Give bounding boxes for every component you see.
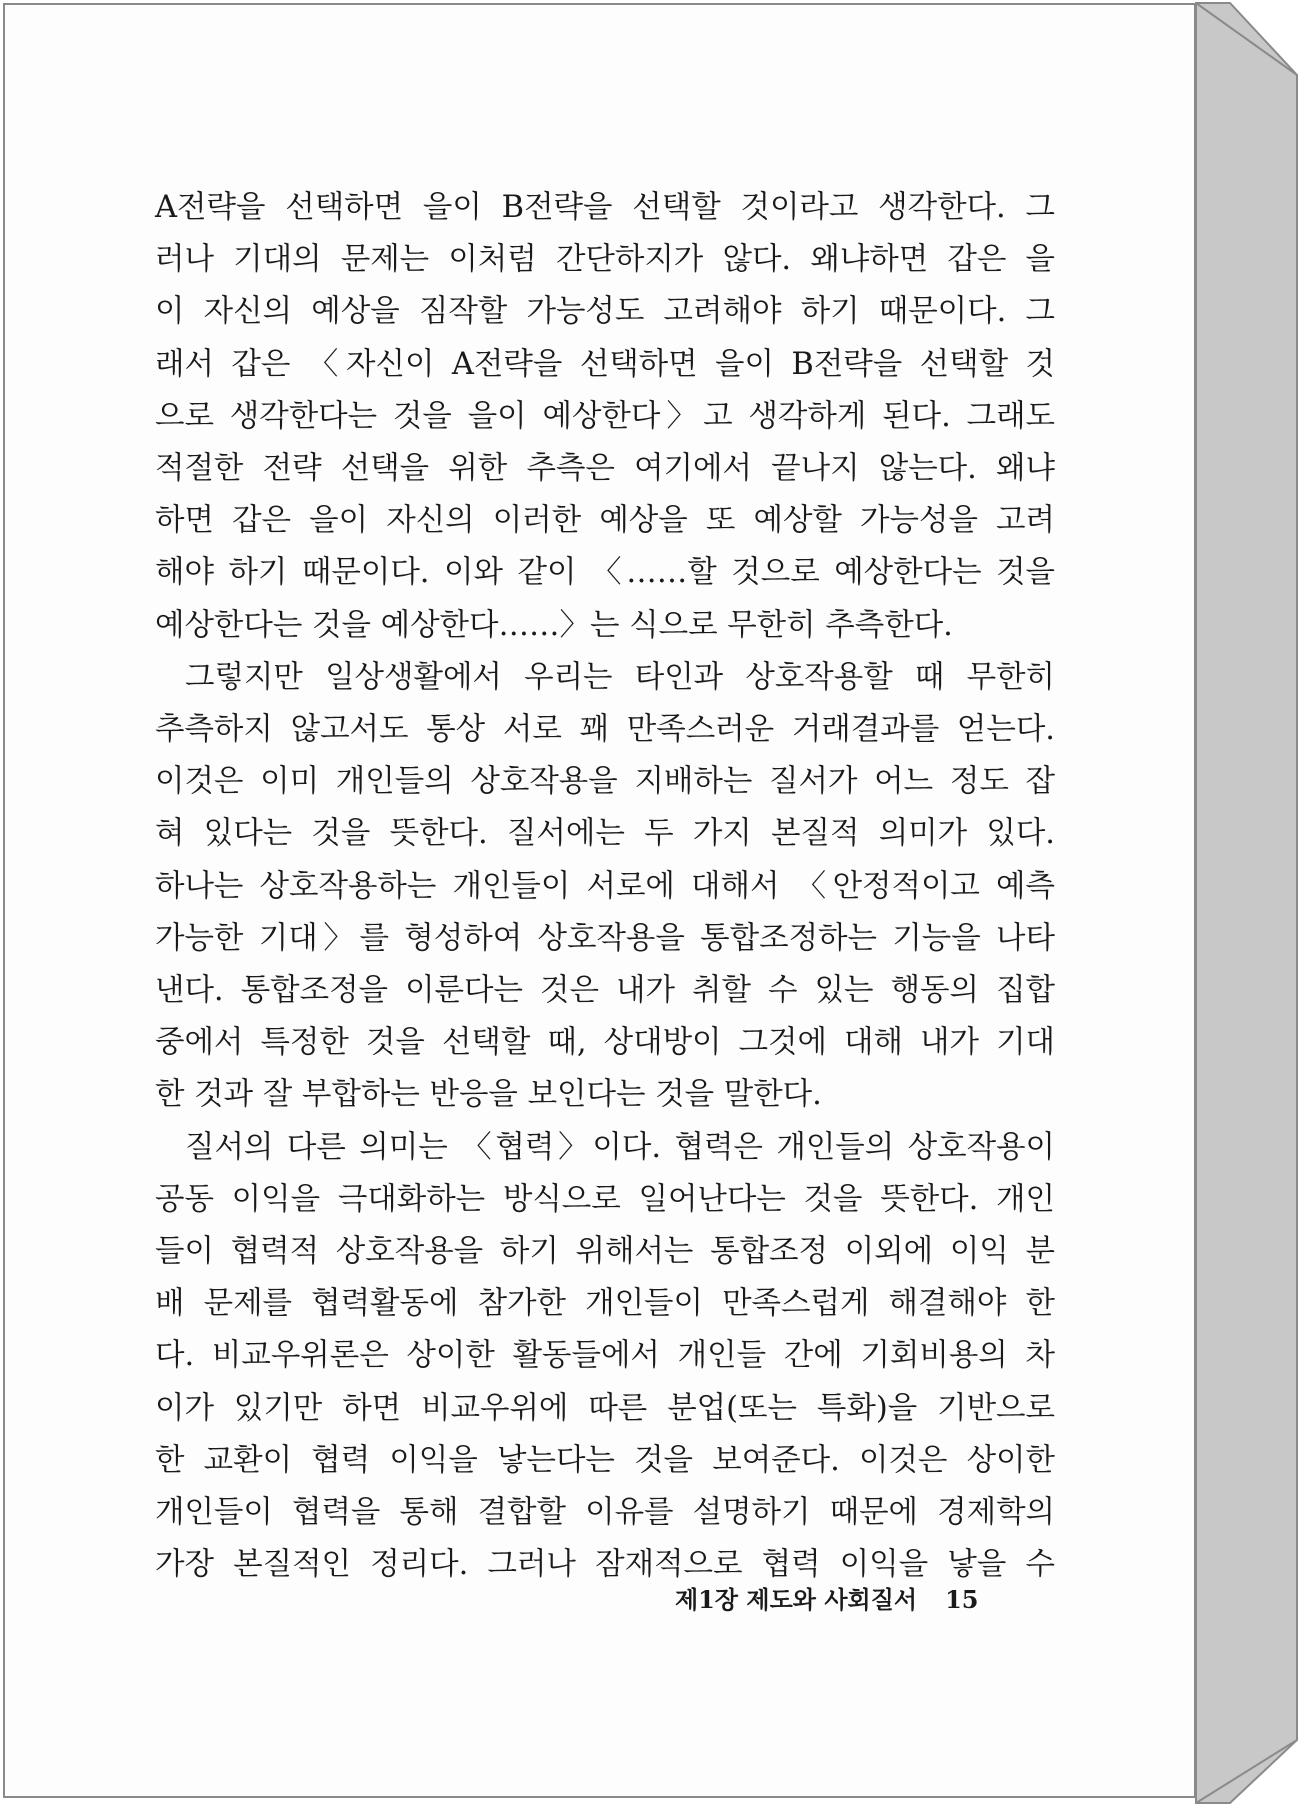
text-line: 추측하지 않고서도 통상 서로 꽤 만족스러운 거래결과를 얻는다. [155, 712, 1055, 748]
chapter-title: 제1장 제도와 사회질서 [675, 1585, 918, 1614]
text-line: 하나는 상호작용하는 개인들이 서로에 대해서 〈안정적이고 예측 [155, 868, 1055, 904]
text-line: A전략을 선택하면 을이 B전략을 선택할 것이라고 생각한다. 그 [155, 190, 1055, 225]
paragraph [155, 1122, 1055, 1592]
text-line: 이것은 이미 개인들의 상호작용을 지배하는 질서가 어느 정도 잡 [155, 764, 1055, 800]
text-line: 으로 생각한다는 것을 을이 예상한다〉고 생각하게 된다. 그래도 [155, 398, 1055, 434]
book-page [3, 3, 1196, 1798]
paragraph [155, 182, 1055, 652]
text-line: 낸다. 통합조정을 이룬다는 것은 내가 취할 수 있는 행동의 집합 [155, 973, 1055, 1009]
text-line: 한 것과 잘 부합하는 반응을 보인다는 것을 말한다. [155, 1077, 822, 1113]
text-line: 다. 비교우위론은 상이한 활동들에서 개인들 간에 기회비용의 차 [155, 1338, 1055, 1374]
text-line: 공동 이익을 극대화하는 방식으로 일어난다는 것을 뜻한다. 개인 [155, 1181, 1055, 1217]
text-line: 한 교환이 협력 이익을 낳는다는 것을 보여준다. 이것은 상이한 [155, 1442, 1055, 1478]
text-line: 가장 본질적인 정리다. 그러나 잠재적으로 협력 이익을 낳을 수 [155, 1547, 1055, 1583]
text-line: 중에서 특정한 것을 선택할 때, 상대방이 그것에 대해 내가 기대 [155, 1025, 1055, 1061]
page-footer [675, 1580, 1035, 1615]
body-text [155, 182, 1055, 1591]
text-line: 그렇지만 일상생활에서 우리는 타인과 상호작용할 때 무한히 [185, 659, 1055, 695]
text-line: 이 자신의 예상을 짐작할 가능성도 고려해야 하기 때문이다. 그 [155, 294, 1055, 330]
text-line: 들이 협력적 상호작용을 하기 위해서는 통합조정 이외에 이익 분 [155, 1234, 1055, 1270]
text-line: 래서 갑은 〈자신이 A전략을 선택하면 을이 B전략을 선택할 것 [155, 346, 1055, 382]
text-line: 개인들이 협력을 통해 결합할 이유를 설명하기 때문에 경제학의 [155, 1495, 1055, 1531]
text-line: 배 문제를 협력활동에 참가한 개인들이 만족스럽게 해결해야 한 [155, 1286, 1055, 1322]
text-line: 적절한 전략 선택을 위한 추측은 여기에서 끝나지 않는다. 왜냐 [155, 451, 1055, 487]
text-line: 질서의 다른 의미는 〈협력〉이다. 협력은 개인들의 상호작용이 [185, 1129, 1055, 1165]
text-line: 가능한 기대〉를 형성하여 상호작용을 통합조정하는 기능을 나타 [155, 920, 1055, 956]
page-number: 15 [945, 1585, 979, 1614]
text-line: 해야 하기 때문이다. 이와 같이 〈……할 것으로 예상한다는 것을 [155, 555, 1055, 591]
text-line: 러나 기대의 문제는 이처럼 간단하지가 않다. 왜냐하면 갑은 을 [155, 242, 1055, 278]
text-line: 이가 있기만 하면 비교우위에 따른 분업(또는 특화)을 기반으로 [155, 1390, 1055, 1426]
text-line: 예상한다는 것을 예상한다……〉는 식으로 무한히 추측한다. [155, 607, 953, 643]
paragraph [155, 652, 1055, 1122]
text-line: 혀 있다는 것을 뜻한다. 질서에는 두 가지 본질적 의미가 있다. [155, 816, 1055, 852]
text-line: 하면 갑은 을이 자신의 이러한 예상을 또 예상할 가능성을 고려 [155, 503, 1055, 539]
